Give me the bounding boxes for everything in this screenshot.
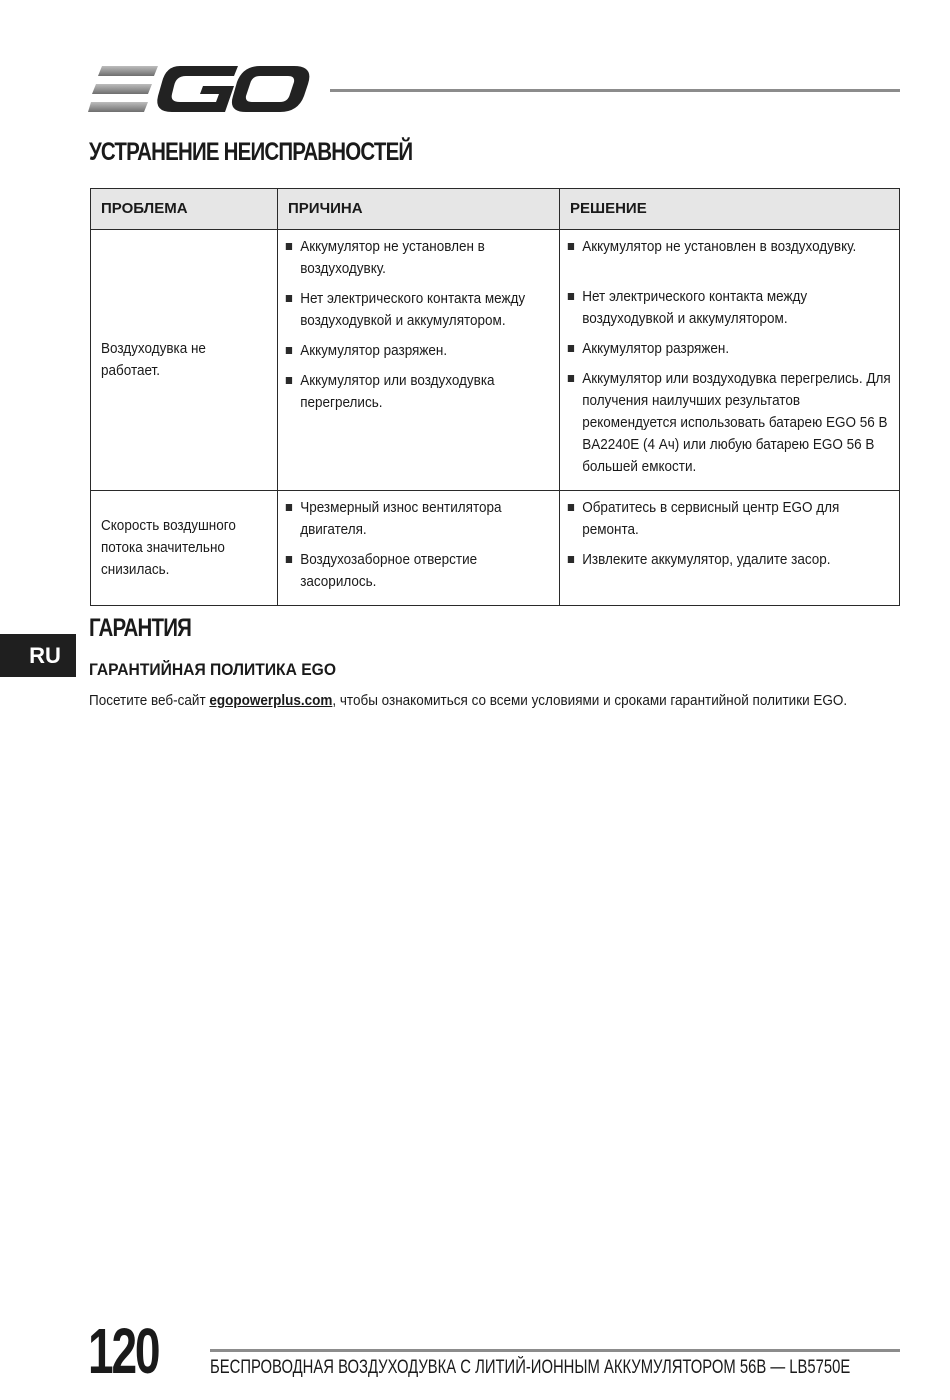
warranty-text-after: , чтобы ознакомиться со всеми условиями и сроками гарантийной политики EGO. — [332, 692, 848, 709]
cause-item: Аккумулятор не установлен в воздуходувку. — [284, 236, 555, 280]
table-header-row — [91, 189, 900, 230]
footer-text: БЕСПРОВОДНАЯ ВОЗДУХОДУВКА С ЛИТИЙ-ИОННЫМ АККУМУЛЯТОРОМ 56В — LB5750E — [210, 1357, 851, 1378]
page-number: 120 — [88, 1315, 159, 1387]
column-header-cause: ПРИЧИНА — [278, 189, 560, 230]
warranty-title: ГАРАНТИЯ — [89, 614, 192, 642]
solution-item: Извлеките аккумулятор, удалите засор. — [566, 549, 895, 571]
problem-cell — [91, 491, 278, 606]
column-header-solution: РЕШЕНИЕ — [560, 189, 900, 230]
solution-item: Аккумулятор разряжен. — [566, 338, 895, 360]
solution-item: Аккумулятор или воздуходувка перегрелись. Для получения наилучших результатов рекомендуется использовать батарею EGO 56 В BA2240E (4 Ач) или любую батарею EGO 56 В большей емкости. — [566, 368, 895, 478]
table-row — [91, 230, 900, 491]
troubleshooting-table — [90, 188, 900, 606]
warranty-text-before: Посетите веб-сайт — [89, 692, 210, 709]
column-header-problem: ПРОБЛЕМА — [91, 189, 278, 230]
header-rule — [330, 89, 900, 92]
solution-item: Нет электрического контакта между воздуходувкой и аккумулятором. — [566, 286, 895, 330]
problem-cell — [91, 230, 278, 491]
warranty-link[interactable]: egopowerplus.com — [209, 692, 333, 709]
cause-item: Аккумулятор разряжен. — [284, 340, 555, 362]
table-row — [91, 491, 900, 606]
solution-item: Обратитесь в сервисный центр EGO для ремонта. — [566, 497, 895, 541]
troubleshooting-title: УСТРАНЕНИЕ НЕИСПРАВНОСТЕЙ — [89, 138, 413, 166]
solution-cell — [560, 491, 900, 606]
cause-item: Нет электрического контакта между воздуходувкой и аккумулятором. — [284, 288, 555, 332]
cause-item: Воздухозаборное отверстие засорилось. — [284, 549, 555, 593]
cause-cell — [278, 230, 560, 491]
solution-item: Аккумулятор не установлен в воздуходувку. — [566, 236, 895, 258]
problem-text: Воздуходувка не работает. — [101, 340, 206, 379]
problem-text: Скорость воздушного потока значительно снизилась. — [101, 517, 236, 578]
cause-cell — [278, 491, 560, 606]
cause-item: Чрезмерный износ вентилятора двигателя. — [284, 497, 555, 541]
solution-cell — [560, 230, 900, 491]
cause-item: Аккумулятор или воздуходувка перегрелись. — [284, 370, 555, 414]
language-tab: RU — [0, 634, 76, 677]
warranty-text — [89, 690, 881, 712]
footer-rule — [210, 1349, 900, 1352]
ego-logo — [88, 62, 310, 118]
warranty-subtitle: ГАРАНТИЙНАЯ ПОЛИТИКА EGO — [89, 660, 337, 679]
